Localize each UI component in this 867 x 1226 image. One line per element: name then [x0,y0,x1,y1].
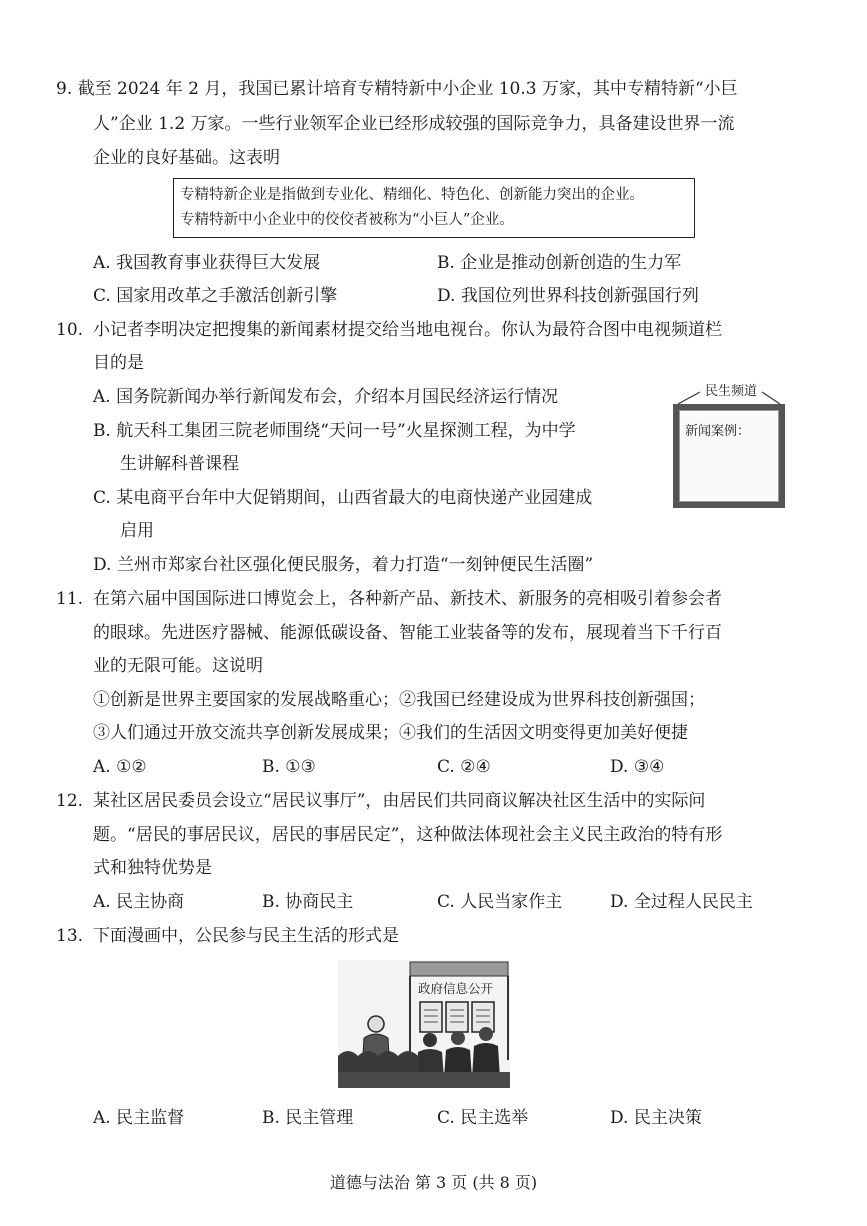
q10-option-b: B. 航天科工集团三院老师围绕“天问一号”火星探测工程，为中学 [93,421,576,441]
q9-option-c: C. 国家用改革之手激活创新引擎 [93,286,338,306]
q13-number: 13. [56,926,84,946]
q11-option-c: C. ②④ [437,757,491,777]
q9-box-line-2: 专精特新中小企业中的佼佼者被称为“小巨人”企业。 [180,212,514,228]
page-footer: 道德与法治 第 3 页 (共 8 页) [329,1173,538,1192]
q11-option-a: A. ①② [93,757,147,777]
q12-line-2: 题。“居民的事居民议，居民的事居民定”，这种做法体现社会主义民主政治的特有形 [93,825,723,845]
q11-statement-line-1: ①创新是世界主要国家的发展战略重心；②我国已经建设成为世界科技创新强国； [93,690,705,710]
q11-line-1: 在第六届中国国际进口博览会上，各种新产品、新技术、新服务的亮相吸引着参会者 [93,589,722,609]
q10-option-d: D. 兰州市郑家台社区强化便民服务，着力打造“一刻钟便民生活圈” [93,555,594,575]
q12-number: 12. [56,791,84,811]
q10-line-1: 小记者李明决定把搜集的新闻素材提交给当地电视台。你认为最符合图中电视频道栏 [93,320,722,340]
q10-option-c: C. 某电商平台年中大促销期间，山西省最大的电商快递产业园建成 [93,488,593,508]
q9-line-2: 人”企业 1.2 万家。一些行业领军企业已经形成较强的国际竞争力，具备建设世界一流 [93,114,735,134]
q9-box-line-1: 专精特新企业是指做到专业化、精细化、特色化、创新能力突出的企业。 [180,187,644,203]
q9-option-d: D. 我国位列世界科技创新强国行列 [437,286,699,306]
q12-option-c: C. 人民当家作主 [437,892,563,912]
tv-news-case-label: 新闻案例： [685,424,751,439]
q11-line-3: 业的无限可能。这说明 [93,656,263,676]
comic-sign-text: 政府信息公开 [418,981,494,996]
q10-option-a: A. 国务院新闻办举行新闻发布会，介绍本月国民经济运行情况 [93,387,559,407]
q13-option-d: D. 民主决策 [610,1108,702,1128]
q9-option-a: A. 我国教育事业获得巨大发展 [93,253,321,273]
q12-option-d: D. 全过程人民民主 [610,892,753,912]
q11-line-2: 的眼球。先进医疗器械、能源低碳设备、智能工业装备等的发布，展现着当下千行百 [93,623,722,643]
comic-illustration [338,960,510,1088]
q9-option-b: B. 企业是推动创新创造的生力军 [437,253,682,273]
q10-number: 10. [56,320,84,340]
q10-option-c-cont: 启用 [120,521,154,541]
tv-screen-figure [673,404,785,508]
q11-statement-line-2: ③人们通过开放交流共享创新发展成果；④我们的生活因文明变得更加美好便捷 [93,723,688,743]
q11-number: 11. [56,589,84,609]
q9-line-1: 9. 截至 2024 年 2 月，我国已累计培育专精特新中小企业 10.3 万家，其中专精特新“小巨 [56,79,738,99]
q10-line-2: 目的是 [93,353,144,373]
q12-line-3: 式和独特优势是 [93,858,212,878]
q11-option-d: D. ③④ [610,757,665,777]
q10-option-b-cont: 生讲解科普课程 [120,454,239,474]
q12-line-1: 某社区居民委员会设立“居民议事厅”，由居民们共同商议解决社区生活中的实际问 [93,791,706,811]
q13-line-1: 下面漫画中，公民参与民主生活的形式是 [93,926,399,946]
q13-option-a: A. 民主监督 [93,1108,185,1128]
q12-option-a: A. 民主协商 [93,892,185,912]
q9-line-3: 企业的良好基础。这表明 [93,148,280,168]
q12-option-b: B. 协商民主 [262,892,354,912]
q13-option-b: B. 民主管理 [262,1108,354,1128]
q11-option-b: B. ①③ [262,757,316,777]
tv-channel-label: 民生频道 [705,384,758,399]
comic-drawing [338,960,510,1088]
q13-option-c: C. 民主选举 [437,1108,529,1128]
